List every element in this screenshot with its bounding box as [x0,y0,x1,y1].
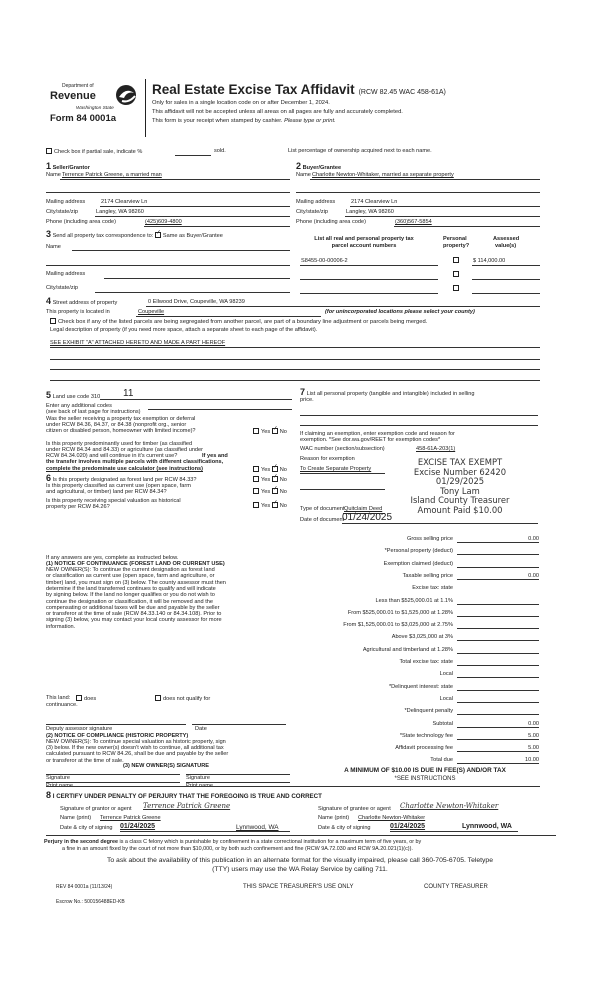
stamp-line: EXCISE TAX EXEMPT [417,457,503,467]
buyer-phone-label: Phone (including area code) [296,219,366,225]
seller-city-field[interactable]: Langley, WA 98260 [96,209,144,215]
parcel-line [300,293,438,294]
does-not-qualify-checkbox[interactable]: does not qualify for [155,695,210,702]
notice-compliance-text: (3) below. If the new owner(s) doesn't wish to continue, all additional tax [46,745,224,752]
tax-exemption-question: citizen or disabled person, homeowner with limited income)? [46,428,196,434]
timber-question: Is this property predominantly used for timber (as classified [46,441,193,447]
assessed-header: Assessed [493,236,520,242]
fee-label: Total excise tax: state [399,659,453,665]
notice-compliance-text: or transferor at the time of sale. [46,757,124,764]
perjury-notice: Perjury in the second degree is a class C felony which is punishable by confinement in a state correctional institution for a maximum term of five years, or by [44,839,422,845]
fee-value-field[interactable]: 0.00 [457,721,539,728]
form-number: Form 84 0001a [50,113,117,124]
fee-label: Taxable selling price [402,572,453,579]
see-back-note: (see back of last page for instructions) [46,409,141,415]
seller-phone-label: Phone (including area code) [46,219,116,225]
notice-continuance-text: signing (3) below, you may contact your local county assessor for more [46,617,222,624]
grantee-sig-label: Signature of grantee or agent [318,806,391,812]
seller-heading: 1 Seller/Grantor [46,161,90,171]
header-line2: This affidavit will not be accepted unless all areas on all pages are fully and accurately completed. [152,109,403,115]
new-owner-signature-heading: (3) NEW OWNER(S) SIGNATURE [123,763,209,769]
street-label: 4 Street address of property [46,296,118,306]
deputy-date-label: Date [195,726,207,732]
parcel-line [300,265,438,266]
personal-property-checkbox[interactable] [453,271,461,278]
form-revision: REV 84 0001a (11/13/24) [56,884,113,890]
seller-name-field[interactable]: Terrence Patrick Greene, a married man [62,172,162,178]
historic-question: property per RCW 84.26? [46,504,110,510]
fee-label: Affidavit processing fee [395,745,453,752]
forest-land-yes-no[interactable]: Yes ✓No [253,476,287,483]
timber-question: under RCW 84.34 and 84.33) or agriculture (as classified under [46,447,204,453]
fee-value-field[interactable]: 5.00 [457,733,539,740]
unincorporated-note: (for unincorporated locations please select your county) [325,309,475,315]
parcel-number-field[interactable]: S8455-00-00006-2 [301,258,348,264]
header-divider [145,79,146,137]
fee-value-field[interactable] [457,610,539,617]
personal-header: Personal [443,236,467,242]
buyer-name-label: Name [296,172,311,178]
current-use-question: Is this property classified as current use (open space, farm [46,483,191,489]
notice-continuance-text: continue the designation or classification, it will be removed and the [46,598,213,605]
deputy-signature-label: Deputy assessor signature [46,726,113,732]
grantee-name-label: Name (print) [318,815,350,821]
forest-land-question: 6 Is this property designated as forest land per RCW 84.33? [46,473,197,483]
personal-property-checkbox[interactable] [453,285,461,292]
new-owner-signature-label: Signature [46,775,70,781]
legal-description-field[interactable]: SEE EXHIBIT "A" ATTACHED HERETO AND MADE A PART HEREOF [50,340,226,346]
seller-mail-label: Mailing address [46,199,86,205]
page-title: Real Estate Excise Tax Affidavit [152,82,355,97]
doc-type-label: Type of document [300,506,345,512]
fee-label: Gross selling price [406,536,453,542]
title-rcw: (RCW 82.45 WAC 458-61A) [358,89,446,96]
fee-label: Local [439,671,453,678]
alt-format-notice: To ask about the availability of this publication in an alternate format for the visually impaired, please call 360-705-6705. Teletype [106,857,493,864]
tax-exemption-yes-no[interactable]: Yes ✓No [253,428,287,435]
grantee-name-field[interactable]: Charlotte Newton-Whitaker [358,815,426,821]
assessed-header: value(s) [495,243,517,249]
assessed-line [472,279,540,280]
historic-question: Is this property receiving special valuation as historical [46,498,181,504]
personal-property-label: 7 List all personal property (tangible and intangible) included in selling [300,387,475,397]
grantee-signature[interactable]: Charlotte Newton-Whitaker [400,802,499,810]
new-owner-signature-label: Signature [186,775,210,781]
logo-revenue: Revenue [50,90,96,102]
see-instructions: *SEE INSTRUCTIONS [394,776,456,782]
seller-name-label: Name [46,172,61,178]
timber-question-bold: the transfer involves multiple parcels with different classifications, [46,459,224,465]
stamp-line: Island County Treasurer [410,495,510,506]
fee-label: Less than $525,000.01 at 1.1% [375,597,453,604]
fee-value-field[interactable]: 0.00 [457,573,539,580]
fee-label: Agricultural and timberland at 1.28% [362,646,453,653]
partial-sold-label: sold. [214,148,226,154]
current-use-question: and agricultural, or timber) land per RCW 84.34? [46,489,167,495]
corr-mail-label: Mailing address [46,271,86,277]
seller-city-label: City/state/zip [46,209,79,215]
personal-property-label2: price. [300,397,314,403]
buyer-name-field[interactable]: Charlotte Newton-Whitaker, married as separate property [312,172,454,178]
header-line1: Only for sales in a single location code on or after December 1, 2024. [152,100,330,106]
new-owner-print_name-label: Print name [186,783,214,789]
perjury-notice2: a fine in an amount fixed by the court of not more than $10,000, or by both such confinement and fine (RCW 9A.72.030 and RCW 9A.20.021(1)(c)). [62,846,413,852]
continuance-label: continuance. [46,702,78,708]
doc-date-label: Date of document [300,517,345,523]
current-use-yes-no[interactable]: Yes ✓No [253,488,287,495]
correspondence-heading: 3 Send all property tax correspondence to: ✓ Same as Buyer/Grantee [46,230,223,240]
wac-label: WAC number (section/subsection) [300,446,385,452]
parcel-line [300,279,438,280]
fee-label: Subtotal [432,720,453,727]
grantor-date-label: Date & city of signing [60,825,113,831]
doc-type-field[interactable]: Quitclaim Deed [344,506,383,512]
grantor-sig-label: Signature of grantor or agent [60,806,132,812]
parcel-header: parcel account numbers [331,243,397,249]
notice-compliance-heading: (2) NOTICE OF COMPLIANCE (HISTORIC PROPERTY) [46,733,189,739]
grantor-name-field[interactable]: Terrence Patrick Greene [100,815,161,821]
title-row [152,83,446,98]
fee-value-field[interactable] [457,634,539,641]
fee-value-field[interactable] [457,622,539,629]
fee-value-field[interactable] [457,659,539,666]
corr-mail-field[interactable] [104,278,290,279]
grantee-date-label: Date & city of signing [318,825,371,831]
fee-label: *State technology fee [399,732,453,739]
stamp-line: Excise Number 62420 [413,466,507,477]
escrow-number: Escrow No.: 500156488ED-KB [56,899,125,905]
tax-exemption-question: Was the seller receiving a property tax exemption or deferral [46,416,196,422]
partial-sale-checkbox[interactable]: Check box if partial sale, indicate % [46,148,142,155]
additional-codes-field[interactable] [148,409,292,410]
grantor-date-field[interactable]: 01/24/2025 [120,823,156,830]
treasurer-use-label: THIS SPACE TREASURER'S USE ONLY [243,884,354,890]
fee-label: *Delinquent interest: state [388,683,453,690]
fee-value-field[interactable] [457,684,539,691]
timber-yes-no[interactable]: Yes ✓No [253,466,287,473]
fee-label: Total due [430,757,453,764]
buyer-mail-field[interactable]: 2174 Clearview Ln [351,199,398,205]
deputy-signature-field[interactable] [46,724,186,725]
grantor-signature[interactable]: Terrence Patrick Greene [143,802,231,810]
partial-percent-field[interactable] [175,155,211,156]
exemption-note: exemption. *See dor.wa.gov/REET for exemption codes* [300,437,441,443]
parcel-header: List all real and personal property tax [314,236,414,242]
corr-city-label: City/state/zip [46,285,79,291]
fee-value-field[interactable] [457,561,539,568]
minimum-notice: A MINIMUM OF $10.00 IS DUE IN FEE(S) AND/OR TAX [344,767,506,774]
assessed-line [472,293,540,294]
seller-mail-field[interactable]: 2174 Clearview Ln [101,199,148,205]
fee-value-field[interactable] [457,708,539,715]
historic-yes-no[interactable]: Yes ✓No [253,502,287,509]
predominate-use-note: complete the predominate use calculator (see instructions) [46,466,203,472]
fee-label: *Personal property (deduct) [384,548,453,555]
wac-field[interactable]: 458-61A-203(1) [416,446,456,452]
tax-exemption-question: under RCW 84.36, 84.37, or 84.38 (nonprofit org., senior [46,422,187,428]
treasurer-stamp [385,458,535,515]
personal-property-field[interactable] [300,415,538,416]
grantee-city-field[interactable]: Lynnwood, WA [462,823,512,830]
fee-label: Excise tax: state [412,585,453,592]
deputy-date-field[interactable] [192,724,286,725]
grantee-date-field[interactable]: 01/24/2025 [390,823,426,830]
stamp-line: Tony Lam [440,485,480,496]
notice-continuance-text: timber) land, you must sign on (3) below. The county assessor must then [46,579,226,586]
if-yes-note: If any answers are yes, complete as instructed below. [46,555,179,561]
fee-label: From $1,525,000.01 to $3,025,000 at 2.75% [343,622,453,629]
stamp-line: Amount Paid $10.00 [417,504,503,515]
corr-city-field[interactable] [95,292,290,293]
located-field[interactable]: Coupeville [138,309,165,315]
buyer-city-label: City/state/zip [296,209,329,215]
new-owner-print_name-label: Print name [46,783,74,789]
doc-date-field[interactable]: 01/24/2025 [342,512,393,523]
timber-question: RCW 84.34.020) and will continue in it's current use? [46,453,178,459]
alt-format-notice2: (TTY) users may use the WA Relay Service by calling 711. [212,866,388,873]
buyer-heading: 2 Buyer/Grantee [296,161,342,171]
fee-value-field[interactable] [457,696,539,703]
segregate-checkbox[interactable]: Check box if any of the listed parcels are being segregated from another parcel, are part of a boundary line adjustment or parcels being merged. [50,318,427,325]
fee-label: *Delinquent penalty [404,708,453,715]
legal-label: Legal description of property (if you need more space, attach a separate sheet to each page of the affidavit). [50,327,318,333]
corr-name-label: Name [46,244,61,250]
fee-value-field[interactable] [457,548,539,555]
notice-continuance-heading: (1) NOTICE OF CONTINUANCE (FOREST LAND OR CURRENT USE) [46,561,225,567]
grantor-name-label: Name (print) [60,815,92,821]
land-use-code-field[interactable]: 11 [123,388,134,399]
notice-continuance-text: NEW OWNER(S): To continue the current designation as forest land [46,567,215,573]
grantor-city-field[interactable]: Lynnwood, WA [236,824,279,831]
buyer-city-field[interactable]: Langley, WA 98260 [346,209,394,215]
same-as-buyer-checkbox[interactable] [155,232,161,238]
certify-heading: 8 I CERTIFY UNDER PENALTY OF PERJURY THAT THE FOREGOING IS TRUE AND CORRECT [46,790,322,800]
fee-label: Above $3,025,000 at 3% [391,634,453,641]
corr-name-field[interactable] [72,250,290,251]
fee-label: Local [439,695,453,702]
exemption-note: If claiming an exemption, enter exemption code and reason for [300,431,455,437]
notice-compliance-text: NEW OWNER(S): To continue special valuation as historic property, sign [46,739,226,745]
personal-property-checkbox[interactable] [453,257,461,264]
additional-codes-label: Enter any additional codes [46,403,112,409]
fee-value-field[interactable]: 0.00 [457,536,539,543]
notice-continuance-text: compensating or additional taxes will be due and payable by the seller [46,604,220,611]
stamp-line: 01/29/2025 [435,476,485,487]
reason-label: Reason for exemption [300,456,355,462]
fee-value-field[interactable]: 5.00 [457,745,539,752]
fee-value-field[interactable] [457,598,539,605]
notice-continuance-text: or transferor at the time of sale (RCW 84.33.140 or 84.34.108). Prior to [46,611,222,618]
header-line3: This form is your receipt when stamped by cashier. Please type or print. [152,118,336,124]
assessed-line [472,265,540,266]
assessed-value-field[interactable]: $ 114,000.00 [473,258,506,264]
seller-phone-field[interactable]: (425)609-4800 [145,219,182,225]
notice-continuance-text: by signing below. If the land no longer qualifies or you do not wish to [46,592,215,599]
does-checkbox[interactable]: does [76,695,96,702]
reason-field[interactable]: To Create Separate Property [300,466,372,472]
street-address-field[interactable]: 0 Ellwood Drive, Coupeville, WA 98239 [148,299,245,305]
notice-continuance-text: or classification as current use (open space, farm and agriculture, or [46,573,215,580]
timber-question-bold: If yes and [202,453,228,459]
ownership-note: List percentage of ownership acquired next to each name. [288,148,432,154]
fee-value-field[interactable] [457,647,539,654]
land-use-label: 5 Land use code 310 [46,390,101,400]
notice-continuance-text: determine if the land transferred continues to qualify and will indicate [46,585,216,592]
logo-state: Washington State [76,106,114,111]
logo-swoosh-icon [113,83,139,107]
fee-label: From $525,000.01 to $1,525,000 at 1.28% [347,609,453,616]
county-treasurer-label: COUNTY TREASURER [424,884,488,890]
fee-value-field[interactable]: 10.00 [457,757,539,764]
buyer-mail-label: Mailing address [296,199,336,205]
notice-compliance-text: calculated pursuant to RCW 84.26, shall be due and payable by the seller [46,751,229,758]
personal-header: property? [443,243,470,249]
fee-label: Exemption claimed (deduct) [383,560,453,567]
notice-continuance-text: information. [46,623,76,630]
logo-dept: Department of [62,83,94,89]
located-label: This property is located in [46,309,110,315]
buyer-phone-field[interactable]: (360)567-5854 [395,219,432,225]
this-land-label: This land: [46,695,71,701]
fee-value-field[interactable] [457,671,539,678]
